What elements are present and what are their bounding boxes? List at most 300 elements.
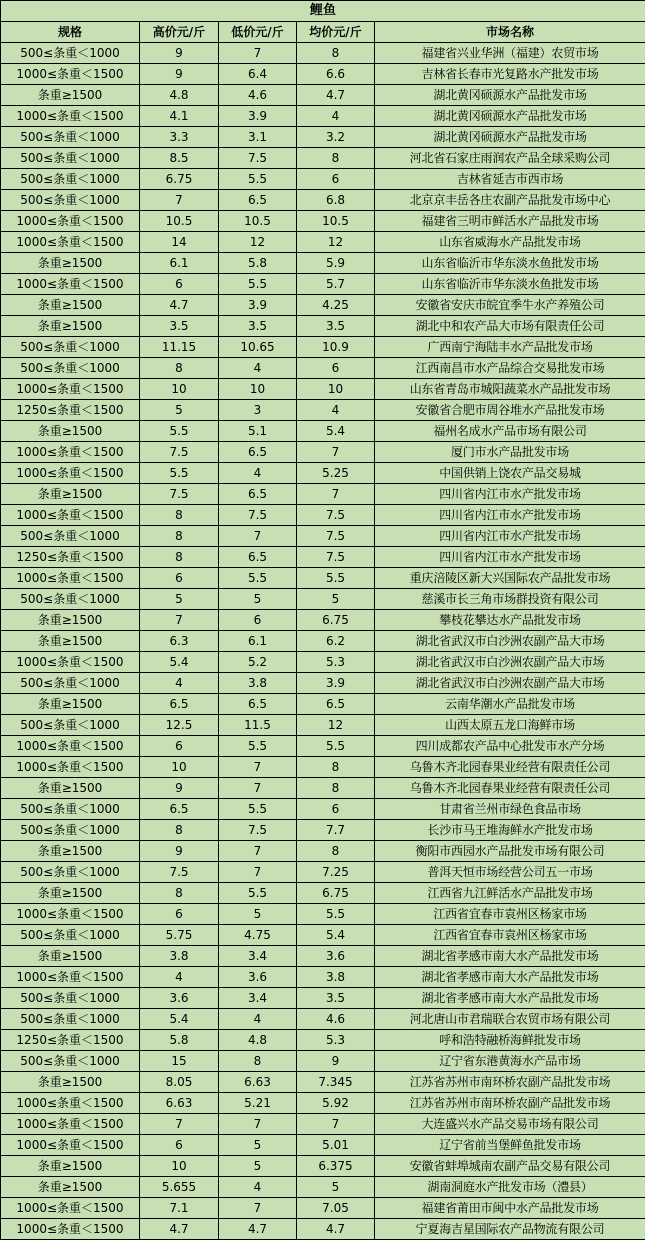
cell-market-name: 江西省宜春市袁州区杨家市场 [375, 925, 645, 946]
cell-spec: 1000≤条重＜1500 [1, 1219, 140, 1240]
cell-avg-price: 7.345 [297, 1072, 375, 1093]
cell-high-price: 6.75 [140, 169, 219, 190]
cell-market-name: 宁夏海吉星国际农产品物流有限公司 [375, 1219, 645, 1240]
cell-market-name: 呼和浩特融桥海鲜批发市场 [375, 1030, 645, 1051]
table-row [1, 736, 645, 757]
table-row [1, 946, 645, 967]
cell-market-name: 安徽省合肥市周谷堆水产品批发市场 [375, 400, 645, 421]
table-row [1, 127, 645, 148]
cell-avg-price: 5.4 [297, 925, 375, 946]
table-row [1, 463, 645, 484]
cell-spec: 500≤条重＜1000 [1, 190, 140, 211]
cell-market-name: 湖北中和农产品大市场有限责任公司 [375, 316, 645, 337]
cell-spec: 条重≥1500 [1, 1156, 140, 1177]
cell-spec: 500≤条重＜1000 [1, 127, 140, 148]
cell-low-price: 6 [219, 610, 297, 631]
cell-spec: 1000≤条重＜1500 [1, 1198, 140, 1219]
cell-market-name: 四川省内江市水产批发市场 [375, 505, 645, 526]
cell-high-price: 7.5 [140, 862, 219, 883]
cell-spec: 条重≥1500 [1, 841, 140, 862]
cell-spec: 1000≤条重＜1500 [1, 442, 140, 463]
header-spec: 规格 [1, 22, 140, 43]
table-row [1, 211, 645, 232]
cell-market-name: 厦门市水产品批发市场 [375, 442, 645, 463]
table-row [1, 337, 645, 358]
cell-avg-price: 7.25 [297, 862, 375, 883]
cell-high-price: 14 [140, 232, 219, 253]
cell-avg-price: 6.5 [297, 694, 375, 715]
cell-avg-price: 5.5 [297, 736, 375, 757]
cell-spec: 1000≤条重＜1500 [1, 967, 140, 988]
cell-spec: 条重≥1500 [1, 421, 140, 442]
cell-high-price: 8 [140, 820, 219, 841]
cell-high-price: 3.5 [140, 316, 219, 337]
cell-avg-price: 5 [297, 1177, 375, 1198]
cell-low-price: 3.6 [219, 967, 297, 988]
cell-low-price: 5 [219, 904, 297, 925]
cell-high-price: 4.1 [140, 106, 219, 127]
cell-spec: 条重≥1500 [1, 883, 140, 904]
cell-avg-price: 4 [297, 106, 375, 127]
cell-market-name: 四川省内江市水产批发市场 [375, 526, 645, 547]
cell-spec: 1000≤条重＜1500 [1, 736, 140, 757]
cell-low-price: 7.5 [219, 820, 297, 841]
cell-market-name: 江苏省苏州市南环桥农副产品批发市场 [375, 1072, 645, 1093]
cell-low-price: 4 [219, 358, 297, 379]
cell-high-price: 7 [140, 190, 219, 211]
cell-low-price: 5 [219, 1135, 297, 1156]
cell-avg-price: 7 [297, 1114, 375, 1135]
cell-low-price: 8 [219, 1051, 297, 1072]
table-row [1, 232, 645, 253]
cell-spec: 1000≤条重＜1500 [1, 904, 140, 925]
cell-market-name: 北京京丰岳各庄农副产品批发市场中心 [375, 190, 645, 211]
cell-spec: 1000≤条重＜1500 [1, 568, 140, 589]
cell-market-name: 湖北省孝感市南大水产品批发市场 [375, 988, 645, 1009]
cell-avg-price: 5.5 [297, 568, 375, 589]
cell-spec: 500≤条重＜1000 [1, 988, 140, 1009]
cell-low-price: 6.5 [219, 484, 297, 505]
table-row [1, 190, 645, 211]
cell-spec: 500≤条重＜1000 [1, 337, 140, 358]
cell-market-name: 山西太原五龙口海鲜市场 [375, 715, 645, 736]
cell-spec: 1000≤条重＜1500 [1, 1093, 140, 1114]
cell-spec: 1000≤条重＜1500 [1, 232, 140, 253]
table-row [1, 1114, 645, 1135]
cell-low-price: 5 [219, 589, 297, 610]
cell-high-price: 10 [140, 1156, 219, 1177]
cell-avg-price: 12 [297, 232, 375, 253]
cell-high-price: 8.5 [140, 148, 219, 169]
cell-spec: 500≤条重＜1000 [1, 148, 140, 169]
cell-high-price: 5.75 [140, 925, 219, 946]
cell-avg-price: 7 [297, 484, 375, 505]
cell-high-price: 6.63 [140, 1093, 219, 1114]
cell-high-price: 12.5 [140, 715, 219, 736]
cell-market-name: 重庆涪陵区新大兴国际农产品批发市场 [375, 568, 645, 589]
cell-market-name: 长沙市马王堆海鲜水产批发市场 [375, 820, 645, 841]
cell-avg-price: 3.2 [297, 127, 375, 148]
table-row [1, 1156, 645, 1177]
cell-avg-price: 8 [297, 757, 375, 778]
cell-market-name: 湖南洞庭水产批发市场（澧县） [375, 1177, 645, 1198]
cell-avg-price: 3.5 [297, 988, 375, 1009]
table-row [1, 295, 645, 316]
cell-high-price: 9 [140, 841, 219, 862]
cell-avg-price: 7.05 [297, 1198, 375, 1219]
cell-high-price: 5 [140, 589, 219, 610]
cell-spec: 500≤条重＜1000 [1, 925, 140, 946]
cell-high-price: 6.3 [140, 631, 219, 652]
table-row [1, 442, 645, 463]
cell-spec: 1000≤条重＜1500 [1, 64, 140, 85]
table-row [1, 1009, 645, 1030]
cell-market-name: 普洱天恒市场经营公司五一市场 [375, 862, 645, 883]
cell-avg-price: 6 [297, 169, 375, 190]
cell-high-price: 5.5 [140, 463, 219, 484]
cell-avg-price: 9 [297, 1051, 375, 1072]
table-row [1, 316, 645, 337]
cell-market-name: 湖北黄冈硕源水产品批发市场 [375, 85, 645, 106]
cell-market-name: 江苏省苏州市南环桥农副产品批发市场 [375, 1093, 645, 1114]
cell-low-price: 4.7 [219, 1219, 297, 1240]
cell-avg-price: 12 [297, 715, 375, 736]
cell-high-price: 3.3 [140, 127, 219, 148]
cell-spec: 500≤条重＜1000 [1, 589, 140, 610]
cell-spec: 条重≥1500 [1, 316, 140, 337]
cell-avg-price: 7.5 [297, 547, 375, 568]
cell-high-price: 11.15 [140, 337, 219, 358]
cell-spec: 条重≥1500 [1, 778, 140, 799]
table-row [1, 43, 645, 64]
table-row [1, 379, 645, 400]
cell-spec: 500≤条重＜1000 [1, 673, 140, 694]
table-row [1, 652, 645, 673]
cell-avg-price: 5.01 [297, 1135, 375, 1156]
cell-avg-price: 3.9 [297, 673, 375, 694]
table-row [1, 421, 645, 442]
cell-low-price: 5.5 [219, 736, 297, 757]
cell-market-name: 福州名成水产品市场有限公司 [375, 421, 645, 442]
table-row [1, 841, 645, 862]
cell-high-price: 7 [140, 610, 219, 631]
cell-market-name: 山东省临沂市华东淡水鱼批发市场 [375, 253, 645, 274]
table-row [1, 799, 645, 820]
cell-low-price: 7 [219, 1198, 297, 1219]
cell-avg-price: 5 [297, 589, 375, 610]
cell-spec: 1000≤条重＜1500 [1, 1135, 140, 1156]
cell-low-price: 3.4 [219, 988, 297, 1009]
cell-avg-price: 8 [297, 43, 375, 64]
cell-market-name: 衡阳市西园水产品批发市场有限公司 [375, 841, 645, 862]
cell-spec: 条重≥1500 [1, 295, 140, 316]
cell-avg-price: 4.7 [297, 85, 375, 106]
cell-avg-price: 3.6 [297, 946, 375, 967]
cell-spec: 条重≥1500 [1, 610, 140, 631]
cell-market-name: 乌鲁木齐北园春果业经营有限责任公司 [375, 757, 645, 778]
cell-high-price: 5 [140, 400, 219, 421]
cell-high-price: 4.8 [140, 85, 219, 106]
cell-market-name: 山东省青岛市城阳蔬菜水产品批发市场 [375, 379, 645, 400]
cell-low-price: 6.5 [219, 694, 297, 715]
cell-high-price: 9 [140, 778, 219, 799]
cell-avg-price: 6.375 [297, 1156, 375, 1177]
cell-avg-price: 5.92 [297, 1093, 375, 1114]
cell-low-price: 3.8 [219, 673, 297, 694]
table-row [1, 757, 645, 778]
table-row [1, 988, 645, 1009]
cell-low-price: 7.5 [219, 148, 297, 169]
cell-low-price: 5.5 [219, 169, 297, 190]
header-high-price: 高价元/斤 [140, 22, 219, 43]
cell-low-price: 5.5 [219, 799, 297, 820]
cell-spec: 1000≤条重＜1500 [1, 379, 140, 400]
cell-low-price: 6.63 [219, 1072, 297, 1093]
cell-market-name: 辽宁省东港黄海水产品市场 [375, 1051, 645, 1072]
cell-spec: 条重≥1500 [1, 694, 140, 715]
cell-low-price: 5.5 [219, 568, 297, 589]
cell-low-price: 7 [219, 778, 297, 799]
cell-spec: 1000≤条重＜1500 [1, 1114, 140, 1135]
cell-low-price: 7 [219, 841, 297, 862]
cell-avg-price: 8 [297, 148, 375, 169]
cell-avg-price: 5.4 [297, 421, 375, 442]
cell-low-price: 6.1 [219, 631, 297, 652]
cell-low-price: 4 [219, 463, 297, 484]
cell-low-price: 3 [219, 400, 297, 421]
cell-spec: 1000≤条重＜1500 [1, 463, 140, 484]
cell-high-price: 8 [140, 883, 219, 904]
cell-avg-price: 10.5 [297, 211, 375, 232]
cell-high-price: 7 [140, 1114, 219, 1135]
cell-spec: 条重≥1500 [1, 1072, 140, 1093]
cell-high-price: 5.4 [140, 1009, 219, 1030]
cell-high-price: 10 [140, 379, 219, 400]
cell-avg-price: 5.3 [297, 652, 375, 673]
table-row [1, 862, 645, 883]
cell-spec: 条重≥1500 [1, 631, 140, 652]
cell-avg-price: 5.5 [297, 904, 375, 925]
cell-market-name: 中国供销上饶农产品交易城 [375, 463, 645, 484]
table-row [1, 169, 645, 190]
cell-low-price: 5.2 [219, 652, 297, 673]
cell-avg-price: 5.9 [297, 253, 375, 274]
cell-avg-price: 5.25 [297, 463, 375, 484]
cell-market-name: 江西省宜春市袁州区杨家市场 [375, 904, 645, 925]
cell-market-name: 河北省石家庄雨润农产品全球采购公司 [375, 148, 645, 169]
header-row [1, 22, 645, 43]
cell-spec: 条重≥1500 [1, 253, 140, 274]
cell-avg-price: 6.6 [297, 64, 375, 85]
cell-market-name: 四川省内江市水产批发市场 [375, 547, 645, 568]
cell-high-price: 6 [140, 736, 219, 757]
cell-market-name: 安徽省蚌埠城南农副产品交易有限公司 [375, 1156, 645, 1177]
cell-low-price: 11.5 [219, 715, 297, 736]
cell-high-price: 8 [140, 358, 219, 379]
cell-market-name: 山东省威海水产品批发市场 [375, 232, 645, 253]
table-row [1, 1072, 645, 1093]
table-row [1, 1030, 645, 1051]
cell-avg-price: 5.3 [297, 1030, 375, 1051]
cell-low-price: 5.8 [219, 253, 297, 274]
cell-low-price: 5.21 [219, 1093, 297, 1114]
cell-avg-price: 6.8 [297, 190, 375, 211]
cell-market-name: 河北唐山市君瑞联合农贸市场有限公司 [375, 1009, 645, 1030]
cell-avg-price: 8 [297, 778, 375, 799]
cell-avg-price: 4 [297, 400, 375, 421]
table-row [1, 883, 645, 904]
table-row [1, 400, 645, 421]
cell-high-price: 9 [140, 43, 219, 64]
cell-high-price: 4.7 [140, 1219, 219, 1240]
cell-market-name: 大连盛兴水产品交易市场有限公司 [375, 1114, 645, 1135]
cell-avg-price: 7 [297, 442, 375, 463]
cell-low-price: 12 [219, 232, 297, 253]
cell-market-name: 吉林省延吉市西市场 [375, 169, 645, 190]
cell-high-price: 15 [140, 1051, 219, 1072]
cell-low-price: 6.5 [219, 547, 297, 568]
cell-low-price: 10.5 [219, 211, 297, 232]
table-row [1, 778, 645, 799]
cell-spec: 条重≥1500 [1, 85, 140, 106]
cell-market-name: 湖北省武汉市白沙洲农副产品大市场 [375, 673, 645, 694]
cell-low-price: 7.5 [219, 505, 297, 526]
cell-low-price: 10.65 [219, 337, 297, 358]
cell-high-price: 10.5 [140, 211, 219, 232]
cell-spec: 1000≤条重＜1500 [1, 211, 140, 232]
cell-avg-price: 3.8 [297, 967, 375, 988]
table-row [1, 568, 645, 589]
cell-avg-price: 7.5 [297, 526, 375, 547]
cell-low-price: 7 [219, 1114, 297, 1135]
table-row [1, 85, 645, 106]
cell-low-price: 6.5 [219, 442, 297, 463]
cell-low-price: 5.5 [219, 274, 297, 295]
table-row [1, 1051, 645, 1072]
cell-high-price: 8 [140, 505, 219, 526]
cell-market-name: 辽宁省前当堡鲜鱼批发市场 [375, 1135, 645, 1156]
cell-spec: 500≤条重＜1000 [1, 799, 140, 820]
table-row [1, 526, 645, 547]
cell-spec: 1250≤条重＜1500 [1, 547, 140, 568]
cell-spec: 500≤条重＜1000 [1, 862, 140, 883]
cell-low-price: 5.5 [219, 883, 297, 904]
table-body [1, 43, 645, 1240]
cell-spec: 500≤条重＜1000 [1, 1009, 140, 1030]
cell-high-price: 7.5 [140, 442, 219, 463]
table-row [1, 694, 645, 715]
cell-spec: 1000≤条重＜1500 [1, 106, 140, 127]
header-low-price: 低价元/斤 [219, 22, 297, 43]
cell-market-name: 湖北省孝感市南大水产品批发市场 [375, 946, 645, 967]
cell-low-price: 7 [219, 757, 297, 778]
cell-high-price: 5.4 [140, 652, 219, 673]
cell-market-name: 湖北黄冈硕源水产品批发市场 [375, 106, 645, 127]
table-row [1, 274, 645, 295]
cell-high-price: 6 [140, 568, 219, 589]
cell-spec: 500≤条重＜1000 [1, 526, 140, 547]
cell-avg-price: 10.9 [297, 337, 375, 358]
cell-high-price: 7.5 [140, 484, 219, 505]
cell-low-price: 4 [219, 1177, 297, 1198]
cell-high-price: 5.8 [140, 1030, 219, 1051]
cell-spec: 1250≤条重＜1500 [1, 400, 140, 421]
cell-spec: 1000≤条重＜1500 [1, 274, 140, 295]
cell-spec: 条重≥1500 [1, 946, 140, 967]
cell-market-name: 安徽省安庆市皖宜季牛水产养殖公司 [375, 295, 645, 316]
cell-low-price: 7 [219, 43, 297, 64]
cell-high-price: 4 [140, 673, 219, 694]
cell-market-name: 云南华潮水产品批发市场 [375, 694, 645, 715]
cell-avg-price: 6 [297, 358, 375, 379]
title-row [1, 1, 645, 22]
cell-spec: 1000≤条重＜1500 [1, 757, 140, 778]
cell-high-price: 4 [140, 967, 219, 988]
table-row [1, 610, 645, 631]
cell-avg-price: 10 [297, 379, 375, 400]
cell-market-name: 慈溪市长三角市场群投资有限公司 [375, 589, 645, 610]
cell-high-price: 6 [140, 274, 219, 295]
cell-low-price: 4.75 [219, 925, 297, 946]
cell-avg-price: 5.7 [297, 274, 375, 295]
cell-high-price: 5.5 [140, 421, 219, 442]
cell-high-price: 4.7 [140, 295, 219, 316]
table-row [1, 1219, 645, 1240]
cell-low-price: 7 [219, 862, 297, 883]
table-row [1, 253, 645, 274]
table-row [1, 148, 645, 169]
cell-market-name: 四川成都农产品中心批发市水产分场 [375, 736, 645, 757]
cell-avg-price: 6.2 [297, 631, 375, 652]
cell-low-price: 5.1 [219, 421, 297, 442]
table-row [1, 589, 645, 610]
table-row [1, 631, 645, 652]
cell-high-price: 5.655 [140, 1177, 219, 1198]
cell-spec: 条重≥1500 [1, 484, 140, 505]
cell-high-price: 10 [140, 757, 219, 778]
table-row [1, 1135, 645, 1156]
header-avg-price: 均价元/斤 [297, 22, 375, 43]
table-row [1, 715, 645, 736]
cell-high-price: 3.6 [140, 988, 219, 1009]
cell-market-name: 湖北省武汉市白沙洲农副产品大市场 [375, 631, 645, 652]
table-row [1, 1093, 645, 1114]
cell-market-name: 湖北省武汉市白沙洲农副产品大市场 [375, 652, 645, 673]
cell-spec: 条重≥1500 [1, 1177, 140, 1198]
cell-high-price: 7.1 [140, 1198, 219, 1219]
cell-avg-price: 6.75 [297, 610, 375, 631]
cell-market-name: 广西南宁海陆丰水产品批发市场 [375, 337, 645, 358]
cell-low-price: 4.6 [219, 85, 297, 106]
cell-avg-price: 3.5 [297, 316, 375, 337]
cell-low-price: 4.8 [219, 1030, 297, 1051]
cell-avg-price: 4.7 [297, 1219, 375, 1240]
table-row [1, 967, 645, 988]
cell-high-price: 8.05 [140, 1072, 219, 1093]
table-row [1, 1177, 645, 1198]
table-row [1, 547, 645, 568]
cell-high-price: 6 [140, 904, 219, 925]
cell-spec: 1250≤条重＜1500 [1, 1030, 140, 1051]
cell-avg-price: 4.25 [297, 295, 375, 316]
cell-market-name: 乌鲁木齐北园春果业经营有限责任公司 [375, 778, 645, 799]
cell-high-price: 8 [140, 547, 219, 568]
header-market-name: 市场名称 [375, 22, 645, 43]
cell-low-price: 3.4 [219, 946, 297, 967]
cell-low-price: 3.9 [219, 295, 297, 316]
cell-low-price: 4 [219, 1009, 297, 1030]
table-row [1, 484, 645, 505]
